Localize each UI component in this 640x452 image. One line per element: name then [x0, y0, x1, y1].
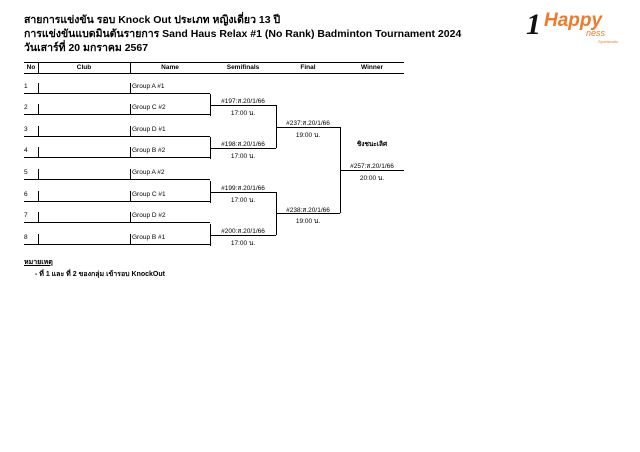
- entry-divider: [38, 104, 39, 115]
- logo-ness: ness: [586, 28, 606, 38]
- entry-row-line: [24, 93, 210, 94]
- entry-row-line: [24, 201, 210, 202]
- title-line-3: วันเสาร์ที่ 20 มกราคม 2567: [24, 42, 149, 54]
- entry-name: Group D #2: [132, 212, 166, 219]
- entry-divider: [38, 191, 39, 202]
- happiness-logo: [526, 8, 634, 50]
- col-header-final: Final: [300, 64, 316, 71]
- entry-divider: [130, 234, 131, 245]
- col-header-no: No: [26, 64, 36, 71]
- entry-divider: [38, 126, 39, 137]
- entry-name: Group A #2: [132, 169, 165, 176]
- final2-time: 19:00 น.: [295, 218, 321, 225]
- header-divider: [38, 62, 39, 73]
- entry-divider: [130, 126, 131, 137]
- col-header-winner: Winner: [361, 64, 383, 71]
- sf3-time: 17:00 น.: [230, 197, 256, 204]
- entry-divider: [130, 83, 131, 94]
- entry-no: 5: [24, 169, 28, 176]
- entry-no: 3: [24, 126, 28, 133]
- entry-no: 4: [24, 147, 28, 154]
- entry-row-line: [24, 114, 210, 115]
- final1-time: 19:00 น.: [295, 132, 321, 139]
- final2-match: #238:ส.20/1/66: [286, 207, 330, 214]
- entry-name: Group A #1: [132, 83, 165, 90]
- entry-divider: [130, 169, 131, 180]
- header-top-border: [24, 62, 404, 63]
- logo-one: 1: [526, 8, 541, 41]
- winner-time: 20:00 น.: [359, 175, 385, 182]
- title-line-1: สายการแข่งขัน รอบ Knock Out ประเภท หญิงเดี่ยว 13 ปี: [24, 14, 281, 26]
- sf3-match: #199:ส.20/1/66: [221, 185, 265, 192]
- entry-no: 8: [24, 234, 28, 241]
- entry-name: Group B #2: [132, 147, 166, 154]
- entry-divider: [130, 191, 131, 202]
- col-header-semifinals: Semifinals: [226, 64, 260, 71]
- col-header-name: Name: [161, 64, 179, 71]
- entry-name: Group C #1: [132, 191, 166, 198]
- sf2-time: 17:00 น.: [230, 153, 256, 160]
- entry-no: 1: [24, 83, 28, 90]
- header-bottom-border: [24, 73, 404, 74]
- entry-divider: [38, 212, 39, 223]
- logo-tagline: Sportstudio: [598, 39, 619, 44]
- entry-no: 2: [24, 104, 28, 111]
- winner-label: ชิงชนะเลิศ: [356, 141, 388, 148]
- entry-divider: [38, 83, 39, 94]
- sf4-match: #200:ส.20/1/66: [221, 228, 265, 235]
- entry-divider: [38, 169, 39, 180]
- logo-happy: Happy: [544, 10, 603, 31]
- notes-title: หมายเหตุ: [24, 259, 53, 266]
- notes-item-1: - ที่ 1 และ ที่ 2 ของกลุ่ม เข้ารอบ KnockOut: [35, 271, 165, 278]
- title-line-2: การแข่งขันแบดมินตันรายการ Sand Haus Relax #1 (No Rank) Badminton Tournament 2024: [24, 28, 462, 40]
- sf1-time: 17:00 น.: [230, 110, 256, 117]
- sf1-match: #197:ส.20/1/66: [221, 98, 265, 105]
- entry-name: Group B #1: [132, 234, 166, 241]
- entry-row-line: [24, 136, 210, 137]
- header-divider: [130, 62, 131, 73]
- sf4-time: 17:00 น.: [230, 240, 256, 247]
- entry-divider: [130, 212, 131, 223]
- entry-name: Group D #1: [132, 126, 166, 133]
- col-header-club: Club: [76, 64, 92, 71]
- entry-row-line: [24, 222, 210, 223]
- final1-match: #237:ส.20/1/66: [286, 120, 330, 127]
- entry-no: 6: [24, 191, 28, 198]
- entry-row-line: [24, 157, 210, 158]
- winner-match: #257:ส.20/1/66: [350, 163, 394, 170]
- sf2-match: #198:ส.20/1/66: [221, 141, 265, 148]
- entry-divider: [38, 147, 39, 158]
- entry-divider: [130, 104, 131, 115]
- entry-name: Group C #2: [132, 104, 166, 111]
- entry-row-line: [24, 244, 210, 245]
- entry-divider: [130, 147, 131, 158]
- entry-no: 7: [24, 212, 28, 219]
- entry-row-line: [24, 179, 210, 180]
- entry-divider: [38, 234, 39, 245]
